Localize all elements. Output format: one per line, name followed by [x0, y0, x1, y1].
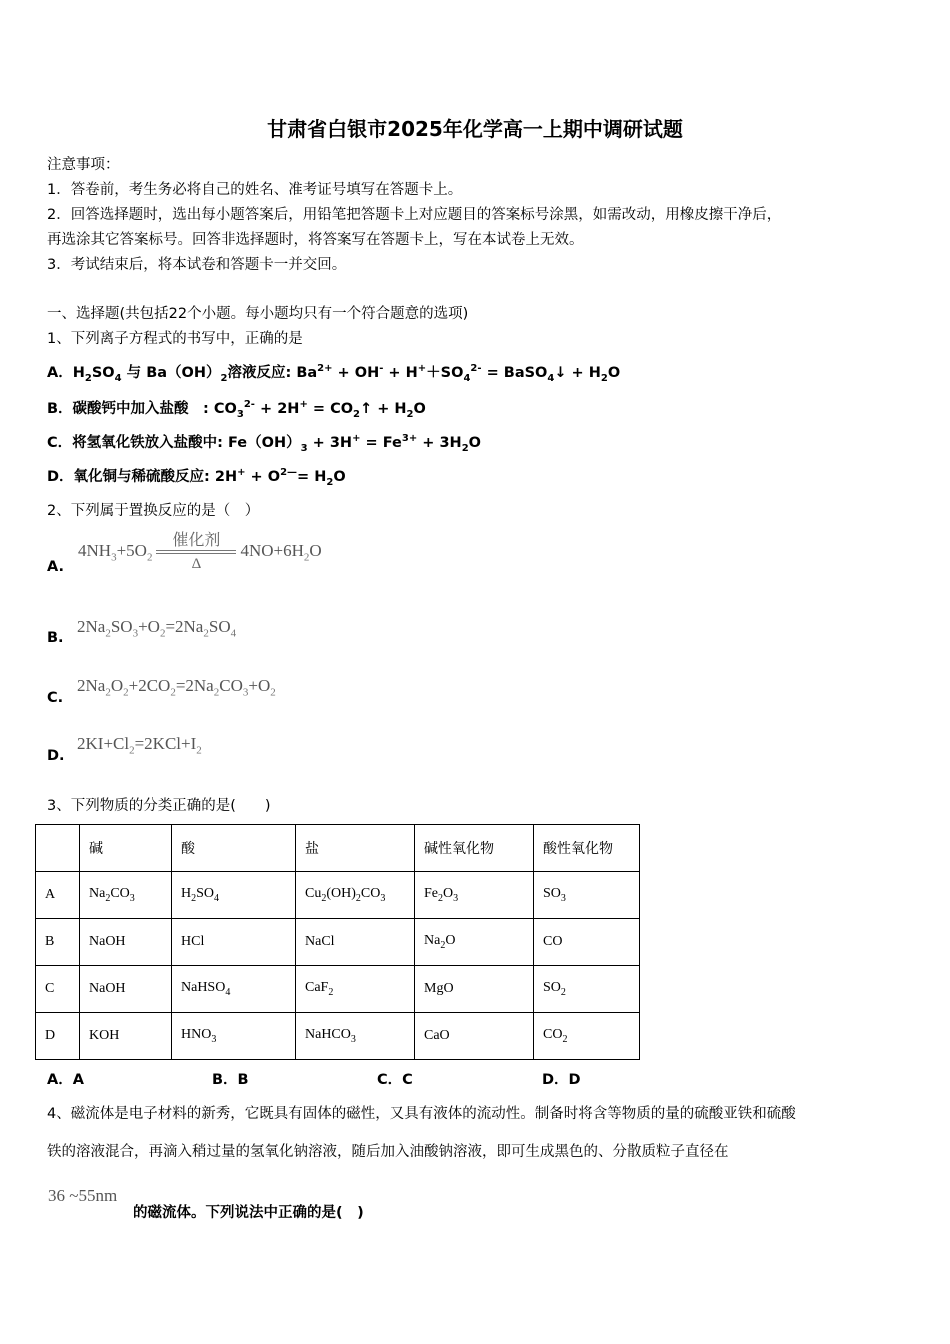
table-header-cell — [36, 825, 80, 872]
table-row-label: C — [36, 966, 80, 1013]
table-cell: $Fe_2O_3$ — [415, 872, 534, 919]
q3-choice-a: A．A — [47, 1072, 84, 1088]
table-header-cell: 酸 — [172, 825, 296, 872]
table-cell: $SO_3$ — [534, 872, 640, 919]
table-cell: NaCl — [296, 919, 415, 966]
notice-item-2b: 再选涂其它答案标号。回答非选择题时，将答案写在答题卡上，写在本试卷上无效。 — [47, 232, 584, 248]
q1-option-b: B．碳酸钙中加入盐酸 : $CO_3^{2-} + 2H^+$ = $CO_2↑ + H_2O$ — [47, 399, 426, 420]
table-row — [36, 919, 640, 966]
q1-option-d: D．氧化铜与稀硫酸反应: $2H^+ + O^{2—}= H_2O$ — [47, 467, 346, 488]
q1-option-c: C．将氢氧化铁放入盐酸中: $Fe(OH)_3 + 3H^+ = Fe^{3+} + 3H_2O$ — [47, 433, 481, 454]
q2-label-a: A. — [47, 559, 64, 575]
notice-item-1: 1．答卷前，考生务必将自己的姓名、准考证号填写在答题卡上。 — [47, 182, 463, 198]
table-cell: HCl — [172, 919, 296, 966]
notice-item-2a: 2．回答选择题时，选出每小题答案后，用铅笔把答题卡上对应题目的答案标号涂黑，如需改动，用橡皮擦干净后， — [47, 207, 782, 223]
table-cell: NaOH — [80, 919, 172, 966]
table-header-cell: 盐 — [296, 825, 415, 872]
table-cell: $H_2SO_4$ — [172, 872, 296, 919]
table-header-row — [36, 825, 640, 872]
table-cell: $Na_2O$ — [415, 919, 534, 966]
q2-equation-d: $2KI+Cl_2=2KCl+I_2$ — [77, 734, 202, 757]
table-row-label: A — [36, 872, 80, 919]
q2-equation-a: $4NH_3+5O_2$ $\frac{\text{催化剂}}{\Delta}$ $4NO+6H_2O$ — [78, 530, 322, 572]
q4-line-2: 铁的溶液混合，再滴入稍过量的氢氧化钠溶液，随后加入油酸钠溶液，即可生成黑色的、分散质粒子直径在 — [47, 1144, 729, 1160]
q2-label-c: C. — [47, 690, 64, 706]
q2-stem: 2、下列属于置换反应的是（ ） — [47, 503, 260, 519]
page-title: 甘肃省白银市2025年化学高一上期中调研试题 — [267, 117, 683, 141]
table-cell: $HNO_3$ — [172, 1013, 296, 1060]
q3-choice-c: C．C — [377, 1072, 413, 1088]
table-cell: CaO — [415, 1013, 534, 1060]
table-cell: MgO — [415, 966, 534, 1013]
q4-size-range: 36 ~55nm — [48, 1186, 118, 1205]
table-cell: KOH — [80, 1013, 172, 1060]
notice-item-3: 3．考试结束后，将本试卷和答题卡一并交回。 — [47, 257, 347, 273]
table-cell: CaF$_2$ — [296, 966, 415, 1013]
q3-stem: 3、下列物质的分类正确的是( ) — [47, 798, 271, 814]
q4-line-1: 4、磁流体是电子材料的新秀，它既具有固体的磁性，又具有液体的流动性。制备时将含等物质的量的硫酸亚铁和硫酸 — [47, 1106, 796, 1122]
table-cell: $CO_2$ — [534, 1013, 640, 1060]
table-row-label: B — [36, 919, 80, 966]
q4-line-3: 的磁流体。下列说法中正确的是( ) — [133, 1205, 364, 1221]
q1-stem: 1、下列离子方程式的书写中，正确的是 — [47, 331, 303, 347]
classification-table — [35, 824, 640, 1060]
q2-label-d: D. — [47, 748, 65, 764]
table-cell: $Cu_2(OH)_2CO_3$ — [296, 872, 415, 919]
table-cell: $Na_2CO_3$ — [80, 872, 172, 919]
q3-choice-d: D．D — [542, 1072, 581, 1088]
table-header-cell: 碱 — [80, 825, 172, 872]
table-row — [36, 872, 640, 919]
q3-choice-b: B．B — [212, 1072, 249, 1088]
q2-label-b: B. — [47, 630, 64, 646]
table-cell: CO — [534, 919, 640, 966]
q2-equation-c: $2Na_2O_2+2CO_2=2Na_2CO_3+O_2$ — [77, 676, 276, 699]
table-row — [36, 966, 640, 1013]
table-row-label: D — [36, 1013, 80, 1060]
table-row — [36, 1013, 640, 1060]
table-cell: $SO_2$ — [534, 966, 640, 1013]
table-cell: NaOH — [80, 966, 172, 1013]
section-heading: 一、选择题(共包括22个小题。每小题均只有一个符合题意的选项) — [47, 306, 469, 322]
table-cell: NaHCO$_3$ — [296, 1013, 415, 1060]
table-header-cell: 碱性氧化物 — [415, 825, 534, 872]
table-cell: NaHSO$_4$ — [172, 966, 296, 1013]
q1-option-a: A．$H_2SO_4$ 与 $Ba(OH)_2$溶液反应: $Ba^{2+} + OH^- + H^++SO_4^{2-}$ = BaSO$_4$↓ + $H_2O$ — [47, 363, 621, 384]
notice-heading: 注意事项： — [47, 157, 120, 173]
q2-equation-b: $2Na_2SO_3+O_2=2Na_2SO_4$ — [77, 617, 237, 640]
table-header-cell: 酸性氧化物 — [534, 825, 640, 872]
